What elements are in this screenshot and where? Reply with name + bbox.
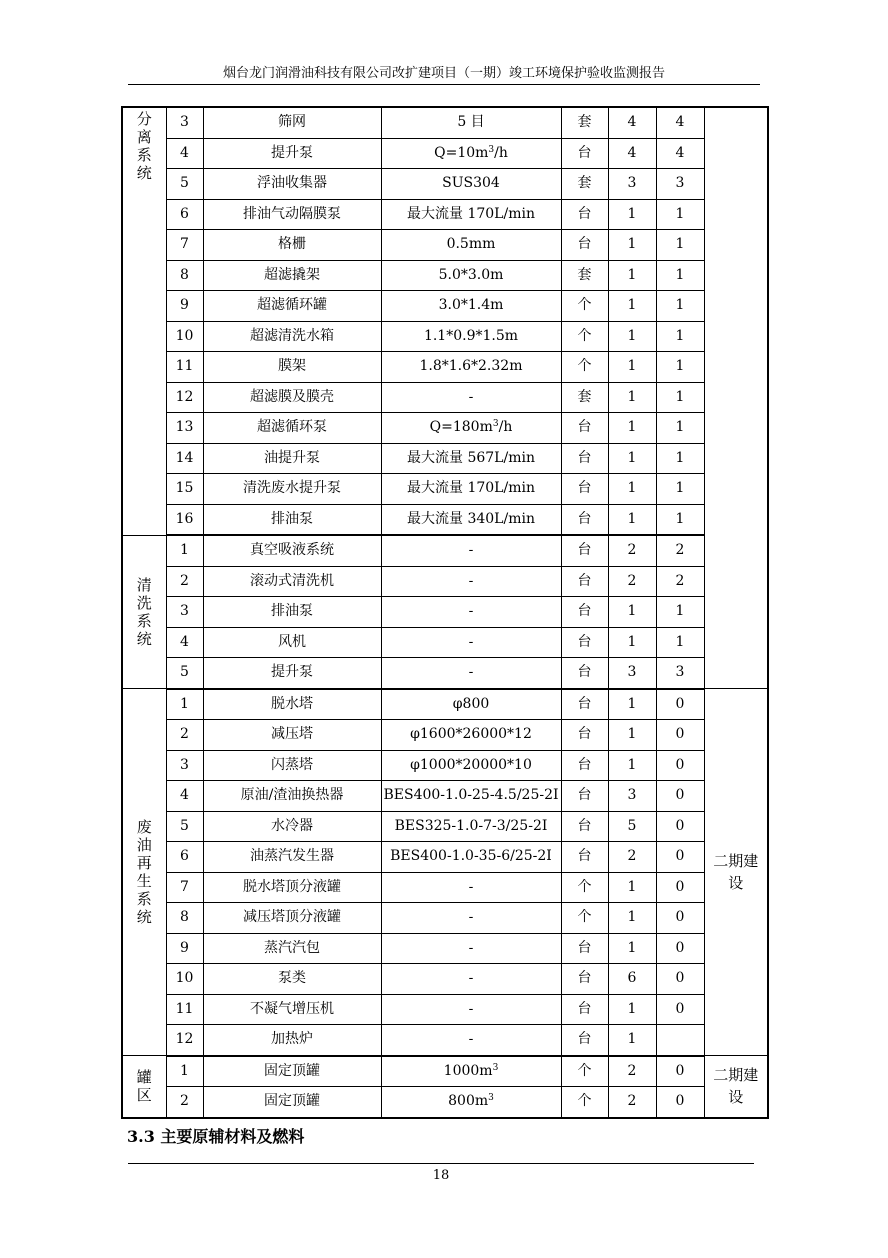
table-row [122,138,768,169]
design-quantity: 1 [608,291,656,322]
actual-quantity: 0 [656,903,704,934]
equipment-name: 加热炉 [203,1025,381,1056]
equipment-name: 风机 [203,627,381,658]
actual-quantity: 1 [656,382,704,413]
design-quantity: 1 [608,750,656,781]
unit: 台 [561,138,608,169]
unit: 套 [561,169,608,200]
design-quantity: 3 [608,169,656,200]
equipment-spec: - [381,994,561,1025]
table-row [122,169,768,200]
equipment-spec: BES400-1.0-35-6/25-2I [381,842,561,873]
actual-quantity: 0 [656,781,704,812]
row-number: 14 [166,443,203,474]
unit: 台 [561,781,608,812]
row-number: 3 [166,107,203,138]
design-quantity: 1 [608,689,656,720]
equipment-spec: 最大流量 170L/min [381,474,561,505]
design-quantity: 1 [608,994,656,1025]
row-number: 1 [166,535,203,566]
unit: 台 [561,566,608,597]
table-row [122,1025,768,1056]
unit: 台 [561,504,608,535]
equipment-spec: - [381,566,561,597]
equipment-spec: φ1600*26000*12 [381,720,561,751]
unit: 台 [561,474,608,505]
design-quantity: 1 [608,474,656,505]
equipment-spec: - [381,872,561,903]
actual-quantity [656,1025,704,1056]
row-number: 10 [166,321,203,352]
actual-quantity: 4 [656,138,704,169]
equipment-name: 滚动式清洗机 [203,566,381,597]
equipment-spec: 5 目 [381,107,561,138]
unit: 台 [561,720,608,751]
equipment-spec: φ800 [381,689,561,720]
design-quantity: 2 [608,535,656,566]
system-label [122,107,166,535]
actual-quantity: 1 [656,291,704,322]
equipment-name: 提升泵 [203,658,381,689]
table-row [122,535,768,566]
row-number: 12 [166,1025,203,1056]
design-quantity: 2 [608,1087,656,1118]
row-number: 4 [166,138,203,169]
row-number: 7 [166,230,203,261]
design-quantity: 5 [608,811,656,842]
equipment-name: 提升泵 [203,138,381,169]
section-heading: 3.3 主要原辅材料及燃料 [127,1127,305,1146]
equipment-name: 泵类 [203,964,381,995]
table-row [122,720,768,751]
remark [704,689,768,1056]
actual-quantity: 1 [656,597,704,628]
row-number: 9 [166,933,203,964]
equipment-name: 超滤循环泵 [203,413,381,444]
equipment-name: 超滤膜及膜壳 [203,382,381,413]
equipment-name: 原油/渣油换热器 [203,781,381,812]
row-number: 8 [166,260,203,291]
row-number: 6 [166,199,203,230]
row-number: 5 [166,169,203,200]
equipment-name: 固定顶罐 [203,1056,381,1087]
actual-quantity: 0 [656,1087,704,1118]
actual-quantity: 1 [656,474,704,505]
actual-quantity: 0 [656,1056,704,1087]
unit: 台 [561,750,608,781]
row-number: 7 [166,872,203,903]
row-number: 3 [166,750,203,781]
equipment-spec: φ1000*20000*10 [381,750,561,781]
system-label-text: 清洗系统 [136,575,152,648]
equipment-spec: - [381,597,561,628]
equipment-name: 超滤撬架 [203,260,381,291]
unit: 台 [561,1025,608,1056]
design-quantity: 1 [608,199,656,230]
table-row [122,107,768,138]
design-quantity: 4 [608,138,656,169]
system-label [122,689,166,1056]
report-header-title: 烟台龙门润滑油科技有限公司改扩建项目（一期）竣工环境保护验收监测报告 [222,66,665,81]
equipment-name: 排油气动隔膜泵 [203,199,381,230]
equipment-spec: - [381,382,561,413]
table-row [122,903,768,934]
design-quantity: 1 [608,597,656,628]
design-quantity: 1 [608,382,656,413]
equipment-spec: 5.0*3.0m [381,260,561,291]
unit: 台 [561,627,608,658]
equipment-name: 清洗废水提升泵 [203,474,381,505]
table-row [122,260,768,291]
unit: 台 [561,994,608,1025]
actual-quantity: 1 [656,352,704,383]
unit: 台 [561,658,608,689]
row-number: 9 [166,291,203,322]
equipment-spec: $Q=180m^3/h$ [381,413,561,444]
design-quantity: 6 [608,964,656,995]
equipment-spec: - [381,1025,561,1056]
equipment-spec: $800m^3$ [381,1087,561,1118]
equipment-spec: - [381,627,561,658]
header-divider [128,84,760,85]
unit: 套 [561,260,608,291]
equipment-spec: - [381,933,561,964]
unit: 台 [561,230,608,261]
unit: 台 [561,933,608,964]
equipment-name: 油提升泵 [203,443,381,474]
table-row [122,689,768,720]
row-number: 15 [166,474,203,505]
table-row [122,658,768,689]
table-row [122,413,768,444]
table-row [122,842,768,873]
design-quantity: 1 [608,352,656,383]
equipment-spec: 最大流量 567L/min [381,443,561,474]
equipment-name: 水冷器 [203,811,381,842]
equipment-name: 不凝气增压机 [203,994,381,1025]
unit: 台 [561,811,608,842]
actual-quantity: 0 [656,964,704,995]
system-label [122,535,166,689]
remark [704,107,768,689]
table-row [122,566,768,597]
unit: 个 [561,903,608,934]
unit: 个 [561,872,608,903]
row-number: 2 [166,720,203,751]
unit: 台 [561,413,608,444]
remark [704,1056,768,1118]
table-row [122,627,768,658]
remark-text: 二期建设 [713,1066,759,1107]
design-quantity: 3 [608,658,656,689]
row-number: 11 [166,352,203,383]
row-number: 2 [166,566,203,597]
table-row [122,474,768,505]
unit: 台 [561,689,608,720]
unit: 个 [561,352,608,383]
row-number: 1 [166,1056,203,1087]
equipment-table [121,106,769,1119]
row-number: 11 [166,994,203,1025]
table-row [122,964,768,995]
design-quantity: 1 [608,504,656,535]
table-row [122,597,768,628]
design-quantity: 2 [608,566,656,597]
actual-quantity: 1 [656,443,704,474]
unit: 台 [561,842,608,873]
equipment-spec: - [381,964,561,995]
actual-quantity: 3 [656,658,704,689]
design-quantity: 1 [608,260,656,291]
table-row [122,994,768,1025]
equipment-spec: 1.8*1.6*2.32m [381,352,561,383]
remark-text: 二期建设 [713,852,759,892]
unit: 个 [561,1056,608,1087]
design-quantity: 1 [608,720,656,751]
design-quantity: 4 [608,107,656,138]
equipment-name: 筛网 [203,107,381,138]
design-quantity: 1 [608,933,656,964]
table-row [122,504,768,535]
equipment-name: 超滤循环罐 [203,291,381,322]
equipment-spec: 0.5mm [381,230,561,261]
equipment-name: 蒸汽汽包 [203,933,381,964]
table-row [122,321,768,352]
design-quantity: 1 [608,903,656,934]
equipment-spec: - [381,535,561,566]
unit: 套 [561,107,608,138]
unit: 套 [561,382,608,413]
equipment-name: 脱水塔顶分液罐 [203,872,381,903]
row-number: 5 [166,658,203,689]
unit: 台 [561,535,608,566]
row-number: 5 [166,811,203,842]
system-label [122,1056,166,1118]
actual-quantity: 0 [656,933,704,964]
actual-quantity: 1 [656,260,704,291]
row-number: 6 [166,842,203,873]
row-number: 16 [166,504,203,535]
actual-quantity: 0 [656,689,704,720]
actual-quantity: 4 [656,107,704,138]
unit: 个 [561,291,608,322]
row-number: 12 [166,382,203,413]
equipment-spec: BES400-1.0-25-4.5/25-2I [381,781,561,812]
actual-quantity: 0 [656,842,704,873]
unit: 台 [561,199,608,230]
equipment-spec: 3.0*1.4m [381,291,561,322]
table-row [122,872,768,903]
design-quantity: 1 [608,872,656,903]
row-number: 3 [166,597,203,628]
equipment-name: 油蒸汽发生器 [203,842,381,873]
row-number: 1 [166,689,203,720]
equipment-name: 浮油收集器 [203,169,381,200]
system-label-text: 罐区 [136,1068,152,1105]
table-row [122,1056,768,1087]
actual-quantity: 1 [656,413,704,444]
equipment-spec: BES325-1.0-7-3/25-2I [381,811,561,842]
actual-quantity: 1 [656,321,704,352]
row-number: 10 [166,964,203,995]
equipment-spec: $1000m^3$ [381,1056,561,1087]
equipment-spec: 最大流量 340L/min [381,504,561,535]
system-label-text: 分离系统 [136,110,152,182]
table-row [122,781,768,812]
table-row [122,199,768,230]
unit: 台 [561,443,608,474]
equipment-name: 闪蒸塔 [203,750,381,781]
equipment-name: 真空吸液系统 [203,535,381,566]
actual-quantity: 0 [656,720,704,751]
table-row [122,352,768,383]
actual-quantity: 3 [656,169,704,200]
design-quantity: 1 [608,230,656,261]
equipment-name: 膜架 [203,352,381,383]
table-row [122,382,768,413]
row-number: 13 [166,413,203,444]
actual-quantity: 0 [656,811,704,842]
equipment-name: 格栅 [203,230,381,261]
actual-quantity: 0 [656,750,704,781]
table-row [122,230,768,261]
row-number: 4 [166,627,203,658]
design-quantity: 2 [608,1056,656,1087]
table-row [122,811,768,842]
unit: 个 [561,321,608,352]
equipment-spec: - [381,658,561,689]
table-row [122,750,768,781]
actual-quantity: 0 [656,994,704,1025]
equipment-name: 减压塔顶分液罐 [203,903,381,934]
actual-quantity: 0 [656,872,704,903]
actual-quantity: 1 [656,627,704,658]
equipment-name: 减压塔 [203,720,381,751]
actual-quantity: 1 [656,504,704,535]
equipment-spec: SUS304 [381,169,561,200]
design-quantity: 1 [608,321,656,352]
actual-quantity: 1 [656,199,704,230]
system-label-text: 废油再生系统 [136,818,152,926]
equipment-name: 固定顶罐 [203,1087,381,1118]
actual-quantity: 1 [656,230,704,261]
unit: 台 [561,597,608,628]
design-quantity: 1 [608,627,656,658]
equipment-spec: 最大流量 170L/min [381,199,561,230]
design-quantity: 3 [608,781,656,812]
page-number: 18 [432,1168,450,1183]
actual-quantity: 2 [656,566,704,597]
design-quantity: 2 [608,842,656,873]
unit: 台 [561,964,608,995]
table-row [122,1087,768,1118]
design-quantity: 1 [608,443,656,474]
table-row [122,933,768,964]
equipment-spec: $Q=10m^3/h$ [381,138,561,169]
equipment-name: 脱水塔 [203,689,381,720]
actual-quantity: 2 [656,535,704,566]
footer-divider [128,1163,754,1164]
row-number: 8 [166,903,203,934]
table-row [122,291,768,322]
equipment-spec: 1.1*0.9*1.5m [381,321,561,352]
equipment-name: 排油泵 [203,504,381,535]
row-number: 4 [166,781,203,812]
row-number: 2 [166,1087,203,1118]
equipment-name: 排油泵 [203,597,381,628]
design-quantity: 1 [608,413,656,444]
design-quantity: 1 [608,1025,656,1056]
unit: 个 [561,1087,608,1118]
equipment-spec: - [381,903,561,934]
table-row [122,443,768,474]
equipment-name: 超滤清洗水箱 [203,321,381,352]
